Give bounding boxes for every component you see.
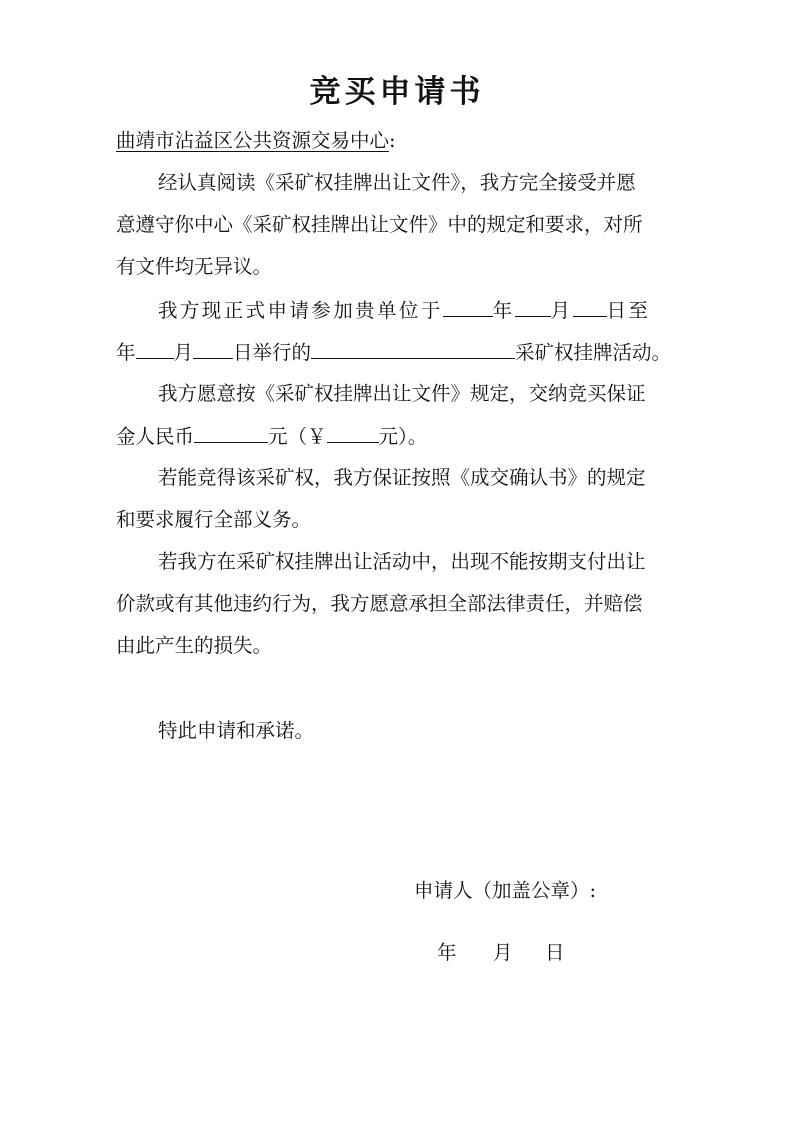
sign-month-label: 月 (493, 941, 513, 964)
start-day-blank (573, 297, 607, 317)
para2-line2 (116, 339, 671, 366)
end-month-blank (136, 339, 174, 359)
start-day-label: 日至 (606, 299, 651, 322)
addressee-name: 曲靖市沾益区公共资源交易中心 (116, 129, 390, 152)
start-month-label: 月 (550, 299, 573, 322)
para3-line2 (116, 423, 427, 450)
start-year-label: 年 (492, 299, 515, 322)
para5-line2: 价款或有其他违约行为，我方愿意承担全部法律责任，并赔偿 (116, 592, 643, 615)
addressee-colon: : (389, 129, 396, 152)
para4-line2: 和要求履行全部义务。 (116, 508, 312, 531)
para5-line3: 由此产生的损失。 (116, 634, 273, 657)
applicant-seal-label: 申请人（加盖公章）: (414, 879, 597, 902)
sign-year-label: 年 (437, 941, 457, 964)
para2-line1 (158, 297, 650, 324)
start-year-blank (443, 297, 493, 317)
signature-date (437, 940, 565, 966)
deposit-amount-blank (194, 423, 268, 443)
para3-line1: 我方愿意按《采矿权挂牌出让文件》规定，交纳竞买保证 (158, 382, 646, 405)
end-day-label: 日举行的 (233, 341, 312, 364)
deposit-yuan-text: 元（￥ (268, 425, 327, 448)
para2-text: 我方现正式申请参加贵单位于 (158, 299, 443, 322)
para1-line1: 经认真阅读《采矿权挂牌出让文件》，我方完全接受并愿 (158, 171, 636, 194)
end-day-blank (193, 339, 233, 359)
start-month-blank (515, 297, 551, 317)
para5-line1: 若我方在采矿权挂牌出让活动中，出现不能按期支付出让 (158, 550, 646, 573)
addressee-line (116, 128, 396, 154)
deposit-number-blank (327, 423, 379, 443)
project-name-blank (311, 339, 515, 359)
deposit-end-text: 元）。 (378, 425, 428, 448)
document-title: 竞买申请书 (309, 74, 485, 110)
para4-line1: 若能竞得该采矿权，我方保证按照《成交确认书》的规定 (158, 466, 646, 489)
deposit-text: 金人民币 (116, 425, 195, 448)
sign-day-label: 日 (545, 941, 565, 964)
para1-line2: 意遵守你中心《采矿权挂牌出让文件》中的规定和要求，对所 (116, 213, 643, 236)
para2-end-text: 采矿权挂牌活动。 (515, 341, 672, 364)
end-month-label: 月 (173, 341, 194, 364)
end-year-label: 年 (116, 341, 136, 364)
para1-line3: 有文件均无异议。 (116, 255, 273, 278)
closing-statement: 特此申请和承诺。 (158, 719, 315, 742)
